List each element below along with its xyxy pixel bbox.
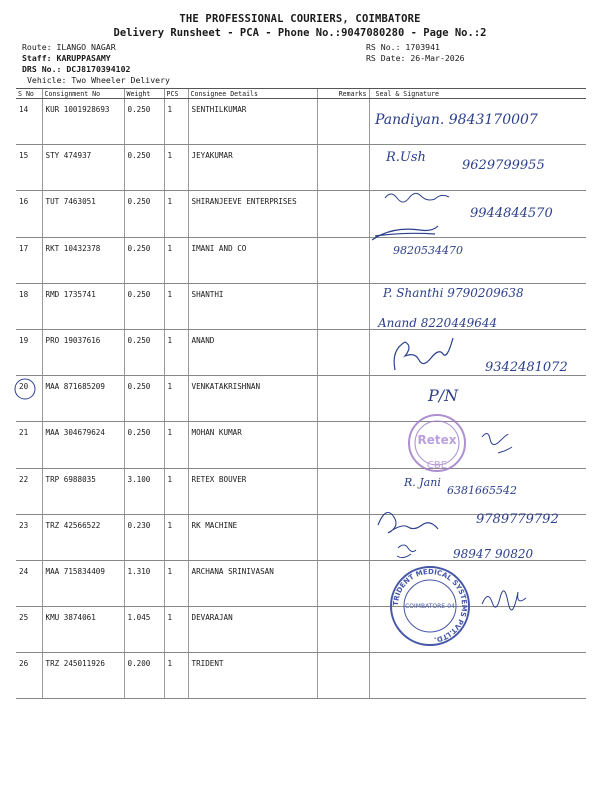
cell-consignment: PRO 19037616 (42, 329, 124, 375)
cell-pcs: 1 (164, 653, 188, 699)
cell-pcs: 1 (164, 514, 188, 560)
cell-weight: 1.045 (124, 607, 164, 653)
cell-weight: 0.250 (124, 237, 164, 283)
signature-row-19: Anand 8220449644 (378, 316, 498, 330)
trident-seal-center-text: COIMBATORE-04 (405, 603, 455, 610)
drs-value: DCJ8170394102 (66, 64, 131, 74)
cell-consignee: MOHAN KUMAR (188, 422, 317, 468)
table-header-row (16, 89, 586, 99)
cell-pcs: 1 (164, 283, 188, 329)
signature-row-23-phone: 6381665542 (447, 484, 517, 497)
cell-consignment: TRP 6988035 (42, 468, 124, 514)
cell-weight: 0.250 (124, 99, 164, 145)
cell-pcs: 1 (164, 99, 188, 145)
cell-pcs: 1 (164, 237, 188, 283)
cell-remarks (317, 560, 369, 606)
runsheet-company-title: THE PROFESSIONAL COURIERS, COIMBATORE (179, 13, 421, 25)
retex-seal-city: CBE (426, 460, 448, 471)
cell-weight: 0.250 (124, 329, 164, 375)
cell-pcs: 1 (164, 422, 188, 468)
signature-row-23-name: R. Jani (404, 476, 441, 489)
signature-row-16-phone: 9944844570 (470, 206, 553, 221)
cell-remarks (317, 376, 369, 422)
cell-consignee: RK MACHINE (188, 514, 317, 560)
cell-weight: 3.100 (124, 468, 164, 514)
col-header-weight: Weight (124, 89, 164, 99)
signature-row-15-phone: 9629799955 (462, 158, 545, 173)
table-row (16, 376, 586, 422)
rs-number: RS No.: 1703941 (366, 42, 440, 52)
cell-sno: 16 (16, 191, 42, 237)
cell-consignee: SHANTHI (188, 283, 317, 329)
table-row (16, 607, 586, 653)
signature-row-15-name: R.Ush (386, 150, 426, 165)
cell-consignment: KMU 3874061 (42, 607, 124, 653)
cell-consignee: TRIDENT (188, 653, 317, 699)
rs-date: RS Date: 26-Mar-2026 (366, 53, 465, 63)
cell-consignee: IMANI AND CO (188, 237, 317, 283)
cell-pcs: 1 (164, 145, 188, 191)
cell-sno: 22 (16, 468, 42, 514)
col-header-sno: S No (16, 89, 42, 99)
cell-consignment: STY 474937 (42, 145, 124, 191)
cell-consignment: MAA 871685209 (42, 376, 124, 422)
col-header-consignment: Consignment No (42, 89, 124, 99)
cell-consignee: JEYAKUMAR (188, 145, 317, 191)
drs-label: DRS No.: (22, 64, 62, 74)
cell-remarks (317, 237, 369, 283)
signature-row-20-phone: 9342481072 (485, 360, 568, 375)
vehicle-label: Vehicle: Two Wheeler Delivery (27, 75, 170, 85)
cell-sno: 23 (16, 514, 42, 560)
cell-sno: 14 (16, 99, 42, 145)
signature-row-14: Pandiyan. 9843170007 (375, 112, 538, 128)
cell-remarks (317, 191, 369, 237)
retex-seal-name: Retex (417, 433, 457, 447)
cell-weight: 0.250 (124, 376, 164, 422)
cell-pcs: 1 (164, 329, 188, 375)
cell-signature (369, 422, 586, 468)
cell-pcs: 1 (164, 560, 188, 606)
cell-consignment: MAA 715834409 (42, 560, 124, 606)
cell-consignment: TRZ 42566522 (42, 514, 124, 560)
cell-sno: 25 (16, 607, 42, 653)
signature-row-21: P/N (428, 386, 459, 405)
col-header-signature: Seal & Signature (369, 89, 586, 99)
cell-remarks (317, 283, 369, 329)
cell-remarks (317, 422, 369, 468)
cell-consignment: KUR 1001928693 (42, 99, 124, 145)
cell-remarks (317, 514, 369, 560)
cell-consignment: TRZ 245011926 (42, 653, 124, 699)
cell-consignment: RKT 10432378 (42, 237, 124, 283)
cell-sno: 19 (16, 329, 42, 375)
staff-label: Staff: (22, 53, 52, 63)
cell-weight: 0.230 (124, 514, 164, 560)
col-header-pcs: PCS (164, 89, 188, 99)
signature-row-17-phone: 9820534470 (393, 244, 463, 257)
cell-remarks (317, 607, 369, 653)
route-label: Route: ILANGO NAGAR (22, 42, 116, 52)
cell-weight: 0.250 (124, 283, 164, 329)
cell-consignee: SHIRANJEEVE ENTERPRISES (188, 191, 317, 237)
cell-consignee: SENTHILKUMAR (188, 99, 317, 145)
cell-signature (369, 607, 586, 653)
cell-remarks (317, 145, 369, 191)
cell-signature (369, 653, 586, 699)
cell-sno: 17 (16, 237, 42, 283)
cell-signature (369, 376, 586, 422)
cell-consignment: RMD 1735741 (42, 283, 124, 329)
cell-consignee: RETEX BOUVER (188, 468, 317, 514)
col-header-remarks: Remarks (317, 89, 369, 99)
cell-signature (369, 560, 586, 606)
table-row (16, 653, 586, 699)
cell-sno: 24 (16, 560, 42, 606)
cell-weight: 0.250 (124, 191, 164, 237)
signature-row-25-phone: 98947 90820 (453, 547, 534, 561)
table-row (16, 560, 586, 606)
cell-pcs: 1 (164, 376, 188, 422)
cell-remarks (317, 653, 369, 699)
cell-remarks (317, 468, 369, 514)
cell-consignment: TUT 7463051 (42, 191, 124, 237)
cell-remarks (317, 99, 369, 145)
cell-weight: 0.200 (124, 653, 164, 699)
cell-weight: 0.250 (124, 145, 164, 191)
cell-weight: 1.310 (124, 560, 164, 606)
cell-sno: 18 (16, 283, 42, 329)
cell-sno: 26 (16, 653, 42, 699)
runsheet-table (16, 88, 586, 699)
table-row (16, 237, 586, 283)
staff-value: KARUPPASAMY (56, 53, 111, 63)
cell-pcs: 1 (164, 607, 188, 653)
trident-seal-ring-text: TRIDENT MEDICAL SYSTEMS PVT.LTD. (391, 567, 469, 644)
cell-consignee: VENKATAKRISHNAN (188, 376, 317, 422)
table-row (16, 422, 586, 468)
cell-remarks (317, 329, 369, 375)
cell-pcs: 1 (164, 468, 188, 514)
drs-info (22, 64, 130, 74)
col-header-consignee: Consignee Details (188, 89, 317, 99)
cell-sno: 20 (16, 376, 42, 422)
cell-consignee: ARCHANA SRINIVASAN (188, 560, 317, 606)
signature-row-24-phone: 9789779792 (476, 512, 559, 527)
cell-consignee: ANAND (188, 329, 317, 375)
cell-consignment: MAA 304679624 (42, 422, 124, 468)
staff-info (22, 53, 111, 63)
cell-sno: 15 (16, 145, 42, 191)
signature-row-18: P. Shanthi 9790209638 (383, 286, 524, 300)
cell-weight: 0.250 (124, 422, 164, 468)
cell-pcs: 1 (164, 191, 188, 237)
runsheet-subtitle: Delivery Runsheet - PCA - Phone No.:9047080280 - Page No.:2 (113, 27, 487, 39)
cell-sno: 21 (16, 422, 42, 468)
cell-consignee: DEVARAJAN (188, 607, 317, 653)
